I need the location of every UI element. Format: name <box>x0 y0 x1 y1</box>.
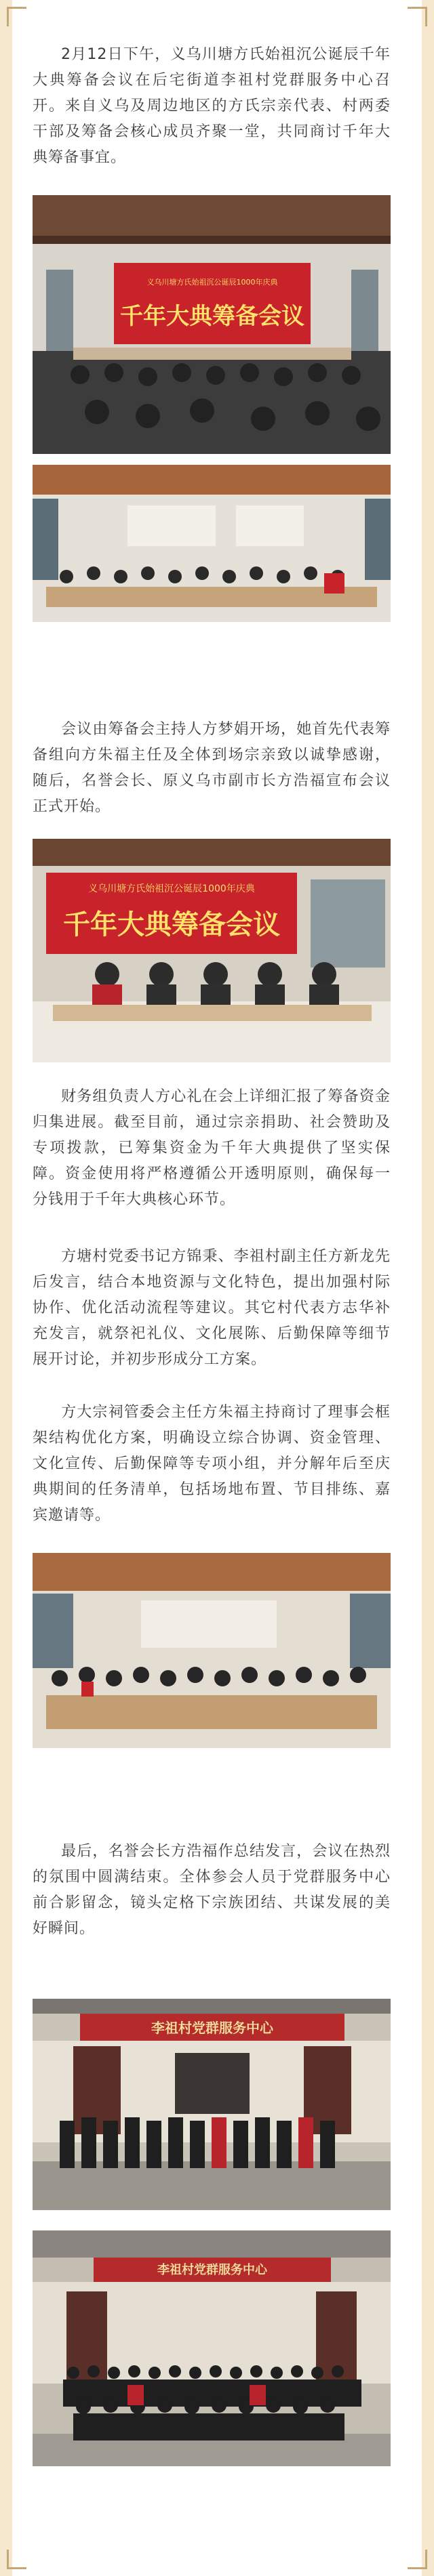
corner-ornament <box>7 2550 26 2569</box>
meeting-photo-2 <box>33 465 391 622</box>
banner-line-2: 千年大典筹备会议 <box>120 303 304 330</box>
meeting-photo-1 <box>33 195 391 454</box>
paragraph-intro: 2月12日下午，义乌川塘方氏始祖沉公诞辰千年大典筹备会议在后宅街道李祖村党群服务中心召开。来自义乌及周边地区的方氏宗亲代表、村两委干部及筹备会核心成员齐聚一堂，共同商讨千年大典筹备事宜。 <box>33 46 391 166</box>
banner-line-1: 义乌川塘方氏始祖沉公诞辰1000年庆典 <box>88 884 255 894</box>
banner-line-2: 千年大典筹备会议 <box>63 909 280 940</box>
corner-ornament <box>408 7 427 26</box>
building-sign: 李祖村党群服务中心 <box>151 2020 273 2036</box>
paragraph-opening: 会议由筹备会主持人方梦娟开场，她首先代表筹备组向方朱福主任及全体到场宗亲致以诚挚感谢，随后，名誉会长、原义乌市副市长方浩福宣布会议正式开始。 <box>33 721 391 815</box>
paragraph-council: 方大宗祠管委会主任方朱福主持商讨了理事会框架结构优化方案，明确设立综合协调、资金管理、文化宣传、后勤保障等专项小组，并分解年后至庆典期间的任务清单，包括场地布置、节目排练、嘉宾邀请等。 <box>33 1404 391 1524</box>
group-photo-2 <box>33 2230 391 2466</box>
group-photo-1 <box>33 1999 391 2210</box>
paragraph-closing: 最后，名誉会长方浩福作总结发言，会议在热烈的氛围中圆满结束。全体参会人员于党群服务中心前合影留念，镜头定格下宗族团结、共谋发展的美好瞬间。 <box>33 1843 391 1937</box>
corner-ornament <box>7 7 26 26</box>
banner-line-1: 义乌川塘方氏始祖沉公诞辰1000年庆典 <box>146 278 278 287</box>
meeting-photo-4 <box>33 1553 391 1748</box>
corner-ornament <box>408 2550 427 2569</box>
meeting-photo-3 <box>33 839 391 1062</box>
paragraph-village-reps: 方塘村党委书记方锦秉、李祖村副主任方新龙先后发言，结合本地资源与文化特色，提出加强村际协作、优化活动流程等建议。其它村代表方志华补充发言，就祭祀礼仪、文化展陈、后勤保障等细节展开讨论，并初步形成分工方案。 <box>33 1248 391 1368</box>
paragraph-finance: 财务组负责人方心礼在会上详细汇报了筹备资金归集进展。截至目前，通过宗亲捐助、社会赞助及专项拨款，已筹集资金为千年大典提供了坚实保障。资金使用将严格遵循公开透明原则，确保每一分钱用于千年大典核心环节。 <box>33 1088 391 1208</box>
building-sign: 李祖村党群服务中心 <box>157 2263 267 2277</box>
